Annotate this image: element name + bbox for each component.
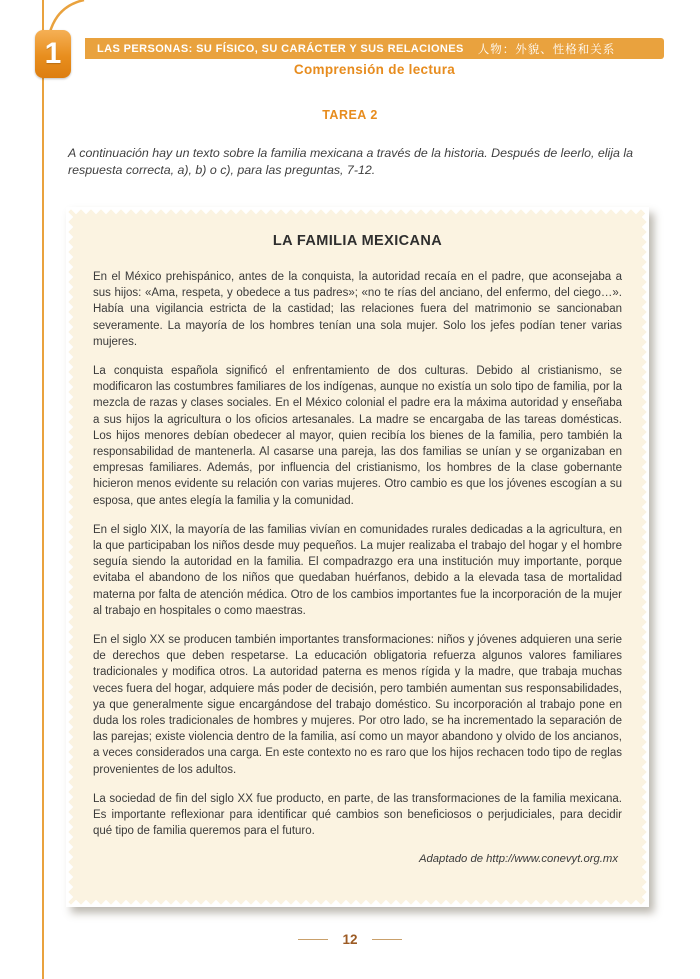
- page-footer: [0, 932, 700, 947]
- reading-paragraph-5: La sociedad de fin del siglo XX fue producto, en parte, de las transformaciones de la familia mexicana. Es importante reflexionar para identificar qué cambios son beneficiosos o perjudiciales, para decidir qué tipo de familia queremos para el futuro.: [93, 792, 622, 838]
- task-label: TAREA 2: [322, 108, 378, 122]
- source-attribution: Adaptado de http://www.conevyt.org.mx: [418, 852, 618, 865]
- unit-number: 1: [44, 37, 62, 70]
- chapter-title-spanish: LAS PERSONAS: SU FÍSICO, SU CARÁCTER Y SUS RELACIONES: [97, 42, 464, 55]
- left-vertical-rule: [42, 0, 44, 979]
- reading-text-box: [66, 207, 649, 907]
- reading-content: [66, 207, 649, 907]
- page-number: 12: [342, 932, 358, 947]
- footer-line-left: [298, 939, 328, 940]
- footer-line-right: [372, 939, 402, 940]
- chapter-banner: [85, 38, 664, 59]
- chapter-title-chinese: 人物：外貌、性格和关系: [477, 43, 616, 56]
- unit-number-badge: [35, 30, 71, 78]
- reading-title: LA FAMILIA MEXICANA: [272, 233, 443, 249]
- reading-paragraph-4: En el siglo XX se producen también importantes transformaciones: niños y jóvenes adquieren una serie de derechos que deben respetarse. La educación obligatoria refuerza algunos valores familiares tradicionales y modifica otros. La autoridad paterna es menos rígida y la madre, que trabaja muchas veces fuera del hogar, adquiere más poder de decisión, pero también aumentan sus responsabilidades, ya que generalmente sigue encargándose del trabajo doméstico. Su incorporación al trabajo pone en duda los roles tradicionales de hombres y mujeres. Por otro lado, se ha incrementado la separación de las parejas; existe violencia dentro de la familia, así como un mayor abandono y olvido de los ancianos, a veces considerados una carga. En este contexto no es raro que los hijos rechacen todo tipo de reglas provenientes de los adultos.: [93, 634, 622, 776]
- reading-paragraph-3: En el siglo XIX, la mayoría de las familias vivían en comunidades rurales dedicadas a la agricultura, en la que participaban los niños desde muy pequeños. La mujer realizaba el trabajo del hogar y el hombre seguía siendo la autoridad en la familia. El compadrazgo era una institución muy importante, porque evitaba el abandono de los niños que quedaban huérfanos, debido a la elevada tasa de mortalidad materna por falta de atención médica. Otro de los cambios importantes fue la incorporación de la mujer al trabajo en hospitales o como maestras.: [93, 523, 622, 617]
- reading-paragraph-2: La conquista española significó el enfrentamiento de dos culturas. Debido al cristianismo, se modificaron las costumbres familiares de los indígenas, aunque no existía un solo tipo de familia, por la mezcla de razas y clases sociales. En el México colonial el padre era la máxima autoridad y enseñaba a sus hijos la agricultura o los oficios artesanales. La madre se encargaba de las tareas domésticas. Los hijos menores debían obedecer al mayor, quien recibía los bienes de la familia, pero también la responsabilidad de mantenerla. Al casarse una pareja, las dos familias se unían y se organizaban en empresas familiares. Además, por influencia del cristianismo, los hombres de la clase gobernante hicieron menos evidente su relación con varias mujeres. Otro cambio es que los jóvenes escogían a su esposa, que antes elegía la familia y la comunidad.: [93, 365, 622, 507]
- reading-paragraph-1: En el México prehispánico, antes de la conquista, la autoridad recaía en el padre, que aconsejaba a sus hijos: «Ama, respeta, y obedece a tus padres»; «no te rías del anciano, del enfermo, del ciego…». Había una vigilancia estricta de la castidad; las relaciones fuera del matrimonio se sancionaban severamente. La mayoría de los hombres tenían una sola mujer. Solo los jefes podían tener varias mujeres.: [93, 271, 622, 348]
- section-title: Comprensión de lectura: [293, 62, 456, 77]
- task-instructions: A continuación hay un texto sobre la familia mexicana a través de la historia. Después de leerlo, elija la respuesta correcta, a), b) o c), para las preguntas, 7-12.: [68, 146, 634, 177]
